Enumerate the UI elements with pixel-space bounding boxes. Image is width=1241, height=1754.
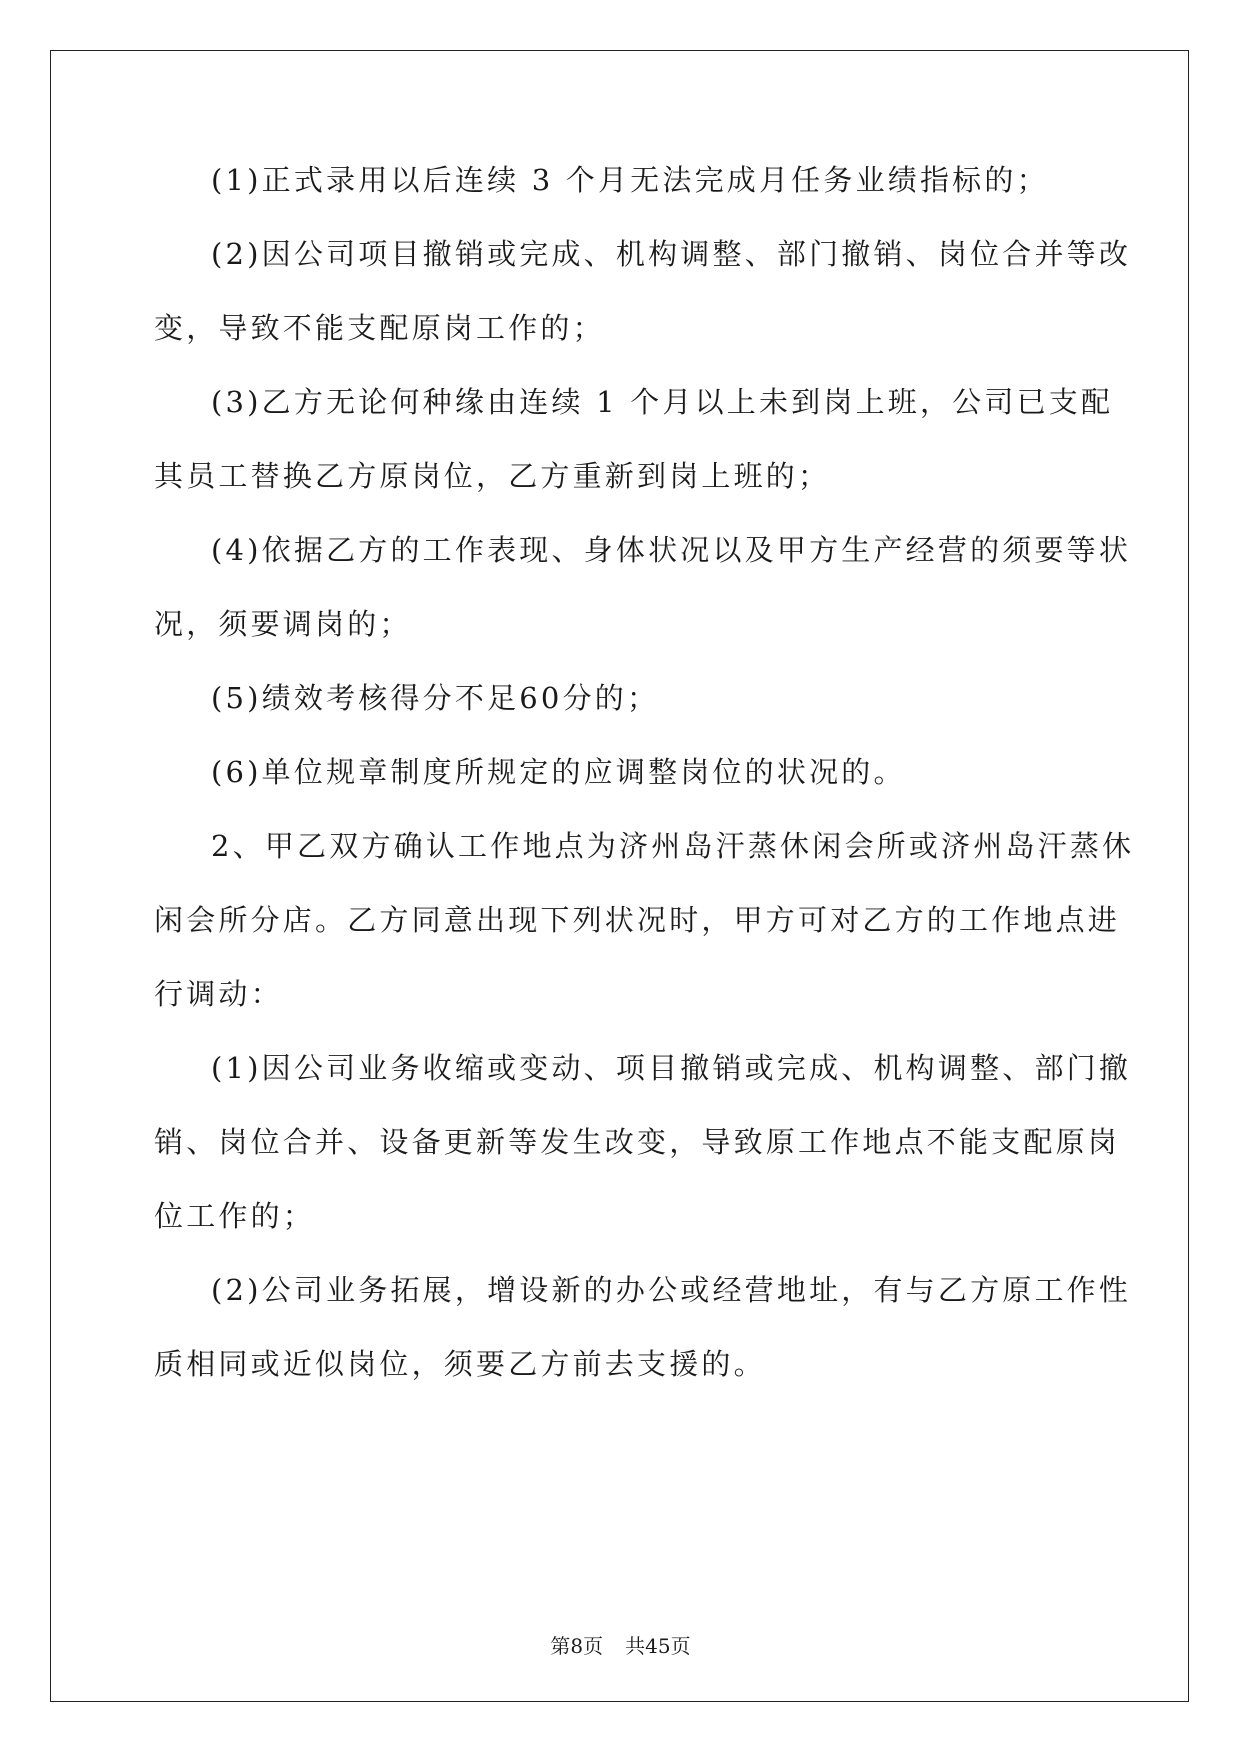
paragraph-line: 闲会所分店。乙方同意出现下列状况时，甲方可对乙方的工作地点进 — [154, 903, 1121, 937]
page-number-current: 第8页 — [550, 1634, 604, 1658]
paragraph-line: (6)单位规章制度所规定的应调整岗位的状况的。 — [211, 755, 906, 789]
paragraph-line: 位工作的； — [154, 1199, 316, 1233]
paragraph-line: 行调动： — [154, 977, 283, 1011]
paragraph-line: 变，导致不能支配原岗工作的； — [154, 311, 605, 345]
paragraph-line: 其员工替换乙方原岗位，乙方重新到岗上班的； — [154, 459, 831, 493]
paragraph-line: (3)乙方无论何种缘由连续 1 个月以上未到岗上班，公司已支配 — [211, 385, 1114, 419]
page-number-total: 共45页 — [625, 1634, 691, 1658]
paragraph-line: 销、岗位合并、设备更新等发生改变，导致原工作地点不能支配原岗 — [154, 1125, 1121, 1159]
paragraph-line: (5)绩效考核得分不足60分的； — [211, 681, 660, 715]
page-border — [50, 50, 1189, 1702]
paragraph-line: (1)因公司业务收缩或变动、项目撤销或完成、机构调整、部门撤 — [211, 1051, 1132, 1085]
paragraph-line: (2)公司业务拓展，增设新的办公或经营地址，有与乙方原工作性 — [211, 1273, 1132, 1307]
paragraph-line: 2、甲乙双方确认工作地点为济州岛汗蒸休闲会所或济州岛汗蒸休 — [211, 829, 1135, 863]
paragraph-line: (2)因公司项目撤销或完成、机构调整、部门撤销、岗位合并等改 — [211, 237, 1132, 271]
paragraph-line: 质相同或近似岗位，须要乙方前去支援的。 — [154, 1347, 766, 1381]
paragraph-line: (1)正式录用以后连续 3 个月无法完成月任务业绩指标的； — [211, 163, 1049, 197]
paragraph-line: 况，须要调岗的； — [154, 607, 412, 641]
paragraph-line: (4)依据乙方的工作表现、身体状况以及甲方生产经营的须要等状 — [211, 533, 1132, 567]
page-footer — [0, 1633, 1241, 1659]
